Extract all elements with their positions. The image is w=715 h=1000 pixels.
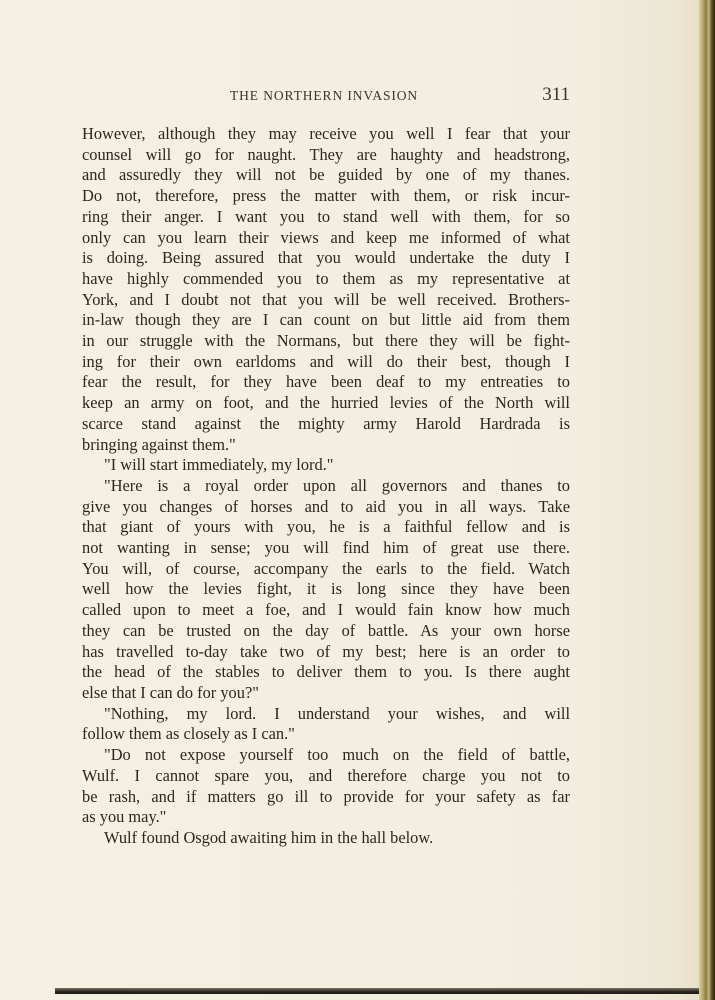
text-line: keep an army on foot, and the hurried levies of the North will [82,393,570,413]
text-line: You will, of course, accompany the earls to the field. Watch [82,558,570,578]
text-line: scarce stand against the mighty army Harold Hardrada is [82,413,570,433]
text-line: be rash, and if matters go ill to provide for your safety as far [82,786,570,806]
text-line: called upon to meet a foe, and I would fain know how much [82,600,570,620]
text-line: Do not, therefore, press the matter with them, or risk incur- [82,186,570,206]
text-line: "Do not expose yourself too much on the field of battle, [104,745,570,765]
text-line: York, and I doubt not that you will be well received. Brothers- [82,289,570,309]
text-line: However, although they may receive you well I fear that your [82,124,570,143]
text-line: well how the levies fight, it is long since they have been [82,579,570,599]
text-line: ring their anger. I want you to stand well with them, for so [82,206,570,226]
book-spine-edge [699,0,715,1000]
text-line: that giant of yours with you, he is a faithful fellow and is [82,517,570,537]
text-line: bringing against them." [82,434,236,454]
text-line: Wulf found Osgod awaiting him in the hall below. [104,827,434,847]
text-line: else that I can do for you?" [82,682,259,702]
text-line: Wulf. I cannot spare you, and therefore charge you not to [82,765,570,785]
text-line: they can be trusted on the day of battle. As your own horse [82,620,570,640]
text-line: "Nothing, my lord. I understand your wishes, and will [104,703,570,723]
text-line: "Here is a royal order upon all governors and thanes to [104,475,570,495]
text-line: counsel will go for naught. They are haughty and headstrong, [82,144,570,164]
text-line: is doing. Being assured that you would undertake the duty I [82,248,570,268]
text-line: the head of the stables to deliver them to you. Is there aught [82,662,570,682]
page-bottom-edge [55,988,699,994]
text-line: ing for their own earldoms and will do their best, though I [82,351,570,371]
text-line: and assuredly they will not be guided by one of my thanes. [82,165,570,185]
text-line: follow them as closely as I can." [82,724,295,744]
text-line: only can you learn their views and keep me informed of what [82,227,570,247]
page-header [82,84,570,112]
text-line: not wanting in sense; you will find him of great use there. [82,538,570,558]
body-text [82,124,570,849]
text-line: give you changes of horses and to aid you in all ways. Take [82,496,570,516]
text-line: have highly commended you to them as my representative at [82,268,570,288]
text-line: fear the result, for they have been deaf to my entreaties to [82,372,570,392]
running-head: THE NORTHERN INVASION [230,88,419,103]
text-line: has travelled to-day take two of my best; here is an order to [82,641,570,661]
page-number: 311 [542,84,570,105]
text-line: as you may." [82,807,167,827]
text-line: in our struggle with the Normans, but there they will be fight- [82,331,570,351]
text-line: "I will start immediately, my lord." [104,455,334,475]
text-line: in-law though they are I can count on but little aid from them [82,310,570,330]
